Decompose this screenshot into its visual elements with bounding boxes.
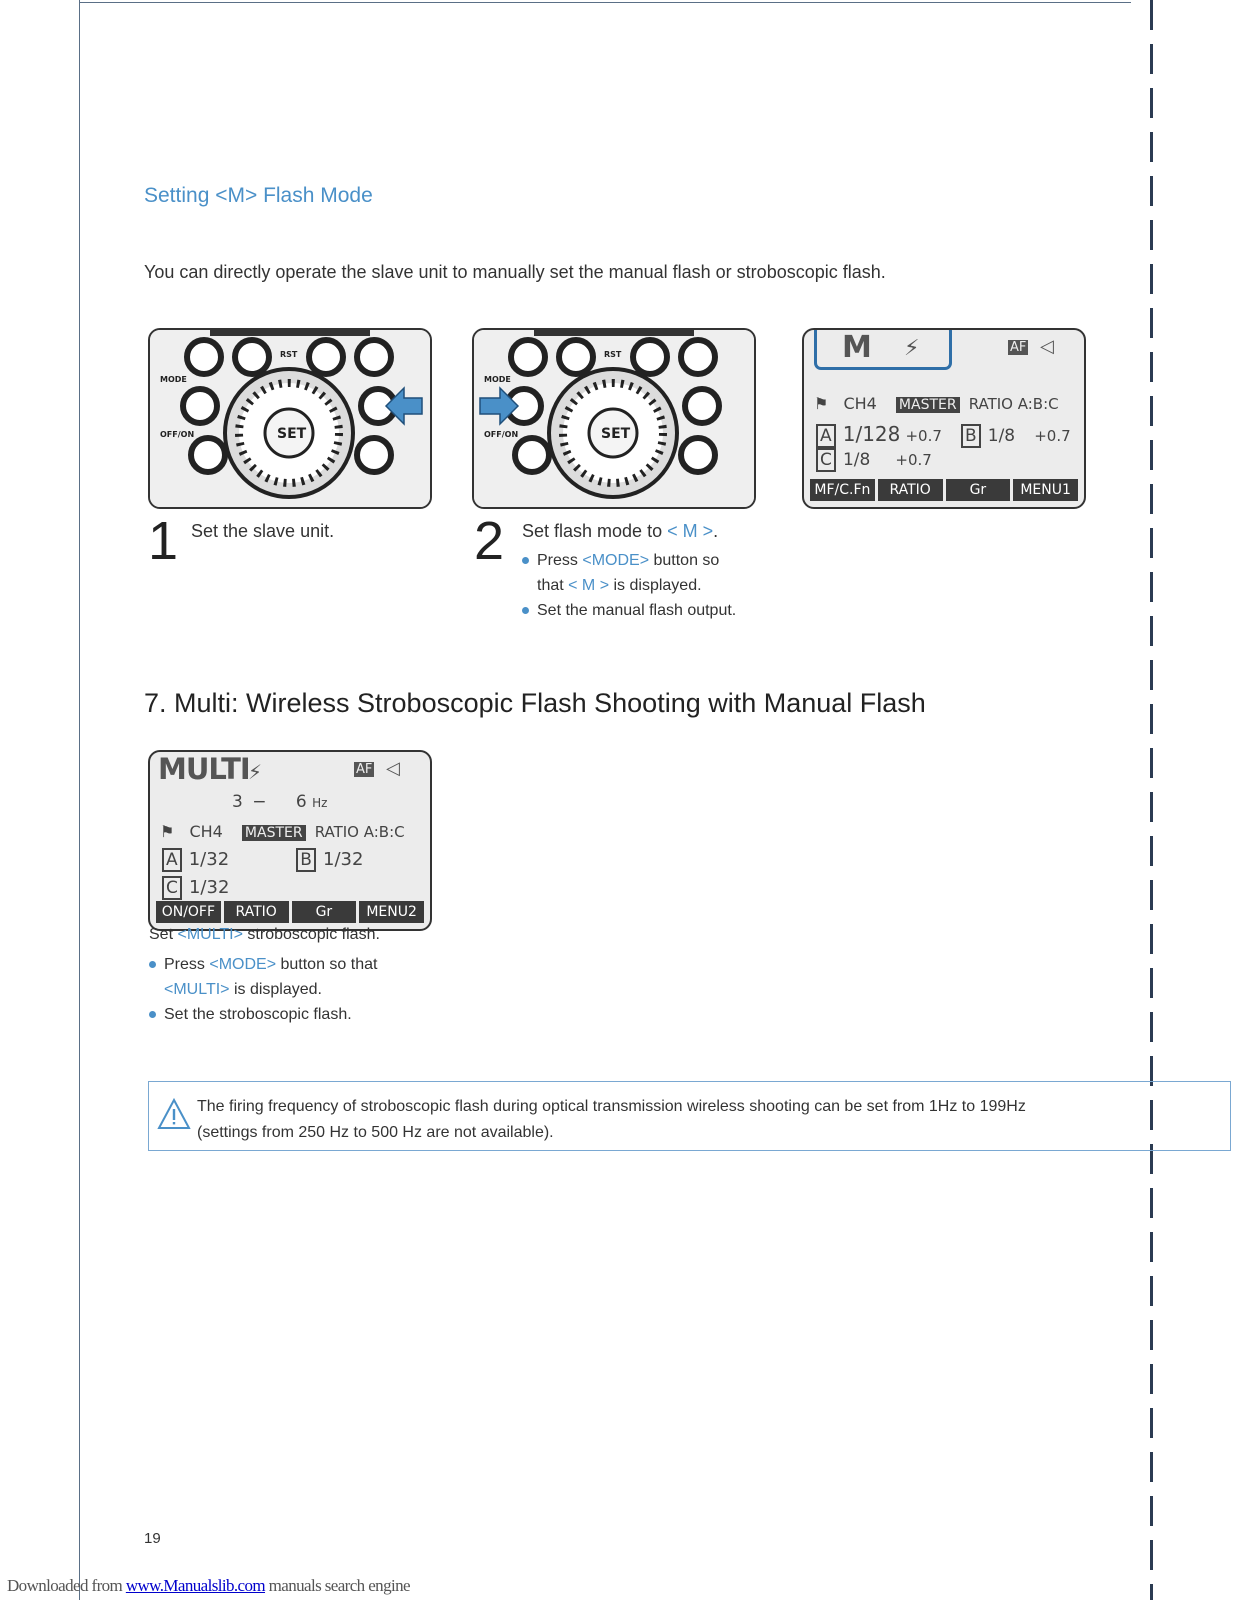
step-1-title: Set the slave unit.: [191, 521, 335, 541]
footer-text: Downloaded from: [7, 1576, 126, 1595]
group-c-row: [162, 876, 229, 900]
mode-highlight-box: [814, 328, 952, 370]
speaker-icon: ◁: [1040, 336, 1054, 357]
page-frame-top: [79, 2, 1131, 3]
bullet-mode-text: <MODE>: [582, 552, 650, 569]
group-b-comp: +0.7: [1034, 427, 1071, 445]
instruction-text: stroboscopic flash.: [242, 926, 380, 943]
flash-control-panel-1: [148, 328, 432, 509]
flash-panel-illustration: [150, 330, 430, 507]
step-2-bullets: [522, 548, 736, 623]
page-frame-right-dashed: [1150, 0, 1153, 1600]
bullet-text: is displayed.: [609, 577, 702, 594]
channel-value: CH4: [843, 394, 877, 413]
multi-bullets: [149, 952, 377, 1027]
multi-bullet-2: Set the stroboscopic flash.: [149, 1002, 377, 1027]
mode-label: MODE: [484, 375, 511, 384]
group-a-box: A: [162, 848, 182, 872]
page-number: 19: [144, 1530, 161, 1547]
channel-value: CH4: [189, 822, 223, 841]
lcd-multi-mode: [148, 750, 432, 931]
bullet-text: Press: [537, 552, 583, 569]
af-indicator: AF: [356, 762, 373, 777]
wireless-icon: ⚑: [160, 822, 175, 841]
step-2-number: 2: [474, 511, 505, 571]
rst-label: RST: [604, 350, 622, 359]
group-b-value: 1/32: [323, 849, 364, 870]
dash-separator: −: [252, 792, 267, 812]
group-c-row: [816, 448, 932, 472]
bullet-text: button so that: [276, 956, 378, 973]
step-2-bullet-1: [522, 548, 736, 598]
speaker-icon: ◁: [386, 758, 400, 779]
multi-heading: 7. Multi: Wireless Stroboscopic Flash Shooting with Manual Flash: [144, 688, 926, 718]
step-2-title-mode: < M >: [667, 521, 714, 541]
bullet-mode-text: <MULTI>: [164, 981, 230, 998]
group-c-box: C: [162, 876, 182, 900]
page-frame-left: [79, 0, 80, 1600]
step-2-bullet-2: Set the manual flash output.: [522, 598, 736, 623]
softkey-3[interactable]: Gr: [946, 479, 1011, 501]
softkey-3[interactable]: Gr: [292, 901, 357, 923]
af-indicator: AF: [1010, 340, 1027, 355]
step-2-title-end: .: [713, 521, 719, 541]
softkey-4[interactable]: MENU1: [1013, 479, 1078, 501]
lcd-m-mode: [802, 328, 1086, 509]
flash-bolt-icon: ⚡: [904, 336, 920, 361]
rst-label: RST: [280, 350, 298, 359]
group-c-value: 1/8: [842, 450, 871, 470]
group-c-comp: +0.7: [895, 451, 932, 469]
bullet-text: that: [537, 577, 569, 594]
group-ab-row: [162, 848, 363, 872]
section-intro: You can directly operate the slave unit to manually set the manual flash or stroboscopic flash.: [144, 262, 886, 282]
lcd-mode-m: M: [842, 330, 872, 365]
warning-icon: [157, 1098, 191, 1130]
set-label: SET: [601, 426, 631, 442]
master-badge: MASTER: [242, 825, 306, 841]
bullet-mode-text: < M >: [568, 577, 610, 594]
ratio-value: RATIO A:B:C: [314, 823, 405, 841]
mode-label: MODE: [160, 375, 187, 384]
group-a-value: 1/128: [842, 422, 901, 446]
group-a-value: 1/32: [188, 849, 230, 870]
step-2-title: [522, 521, 718, 542]
group-ab-row: [816, 422, 1071, 448]
softkey-1[interactable]: MF/C.Fn: [810, 479, 875, 501]
lcd-softkeys: [810, 479, 1078, 501]
bullet-text: Press: [164, 956, 210, 973]
download-footer: [7, 1576, 410, 1596]
group-c-box: C: [816, 448, 836, 472]
instruction-text: Set: [149, 926, 178, 943]
hz-value: 6: [295, 792, 307, 812]
wireless-icon: ⚑: [814, 394, 829, 413]
group-a-comp: +0.7: [905, 427, 942, 445]
channel-row: [814, 394, 1059, 413]
footer-text: manuals search engine: [265, 1576, 410, 1595]
master-badge: MASTER: [896, 397, 960, 413]
bullet-mode-text: <MODE>: [209, 956, 277, 973]
hz-unit: Hz: [312, 796, 328, 810]
step-2-title-text: Set flash mode to: [522, 521, 668, 541]
multi-frequency-row: [232, 792, 327, 812]
section-title: Setting <M> Flash Mode: [144, 184, 373, 207]
off-on-label: OFF/ON: [160, 430, 195, 439]
bullet-text: button so: [649, 552, 720, 569]
group-c-value: 1/32: [188, 877, 230, 898]
lcd-mode-multi: MULTI: [158, 752, 250, 786]
lcd-softkeys: [156, 901, 424, 923]
group-b-box: B: [296, 848, 316, 872]
set-label: SET: [277, 426, 307, 442]
flash-times: 3: [232, 792, 243, 812]
instruction-mode-text: <MULTI>: [177, 926, 243, 943]
note-text: The firing frequency of stroboscopic flash during optical transmission wireless shooting can be set from 1Hz to 199Hz (settings from 250 Hz to 500 Hz are not available).: [197, 1098, 1026, 1141]
multi-set-instruction: [149, 926, 380, 944]
ratio-value: RATIO A:B:C: [968, 395, 1059, 413]
softkey-2[interactable]: RATIO: [878, 479, 943, 501]
flash-panel-illustration: [474, 330, 754, 507]
flash-bolt-icon: ⚡: [248, 760, 263, 784]
manualslib-link[interactable]: www.Manualslib.com: [125, 1576, 266, 1595]
softkey-4[interactable]: MENU2: [359, 901, 424, 923]
group-b-value: 1/8: [987, 426, 1016, 446]
group-a-box: A: [816, 424, 836, 448]
off-on-label: OFF/ON: [484, 430, 519, 439]
group-b-box: B: [961, 424, 981, 448]
bullet-text: is displayed.: [229, 981, 322, 998]
softkey-2[interactable]: RATIO: [224, 901, 289, 923]
flash-control-panel-2: [472, 328, 756, 509]
channel-row: [160, 822, 405, 841]
step-1-number: 1: [148, 511, 179, 571]
caution-note: [148, 1081, 1231, 1151]
softkey-1[interactable]: ON/OFF: [156, 901, 221, 923]
multi-bullet-1: [149, 952, 377, 1002]
